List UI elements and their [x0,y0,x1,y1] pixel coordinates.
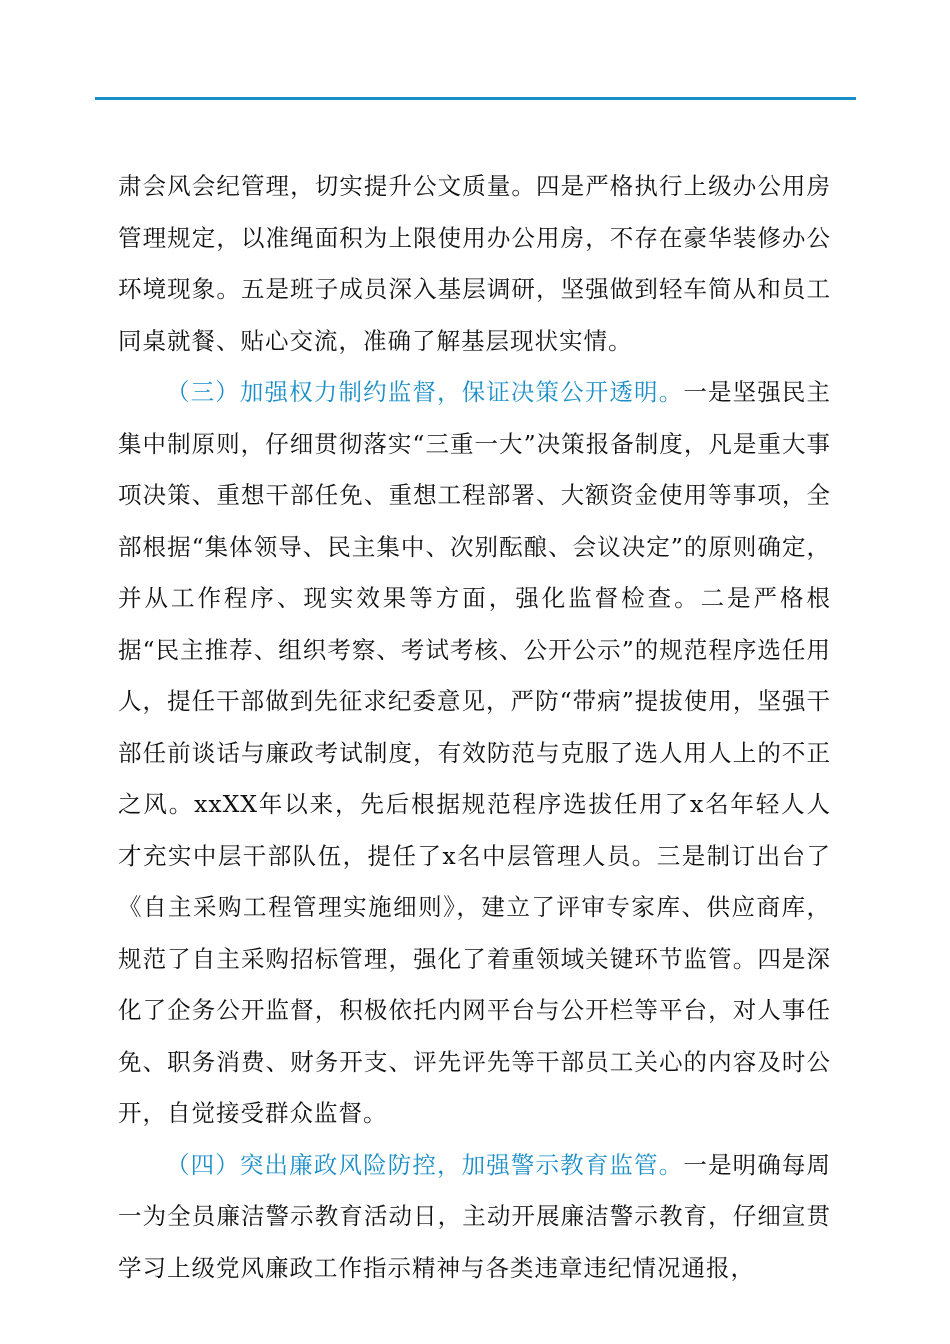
paragraph-section-3 [118,367,831,1140]
paragraph-text: 一是坚强民主集中制原则，仔细贯彻落实“三重一大”决策报备制度，凡是重大事项决策、重想干部任免、重想工程部署、大额资金使用等事项，全部根据“集体领导、民主集中、次别酝酿、会议决定”的原则确定，并从工作程序、现实效果等方面，强化监督检查。二是严格根据“民主推荐、组织考察、考试考核、公开公示”的规范程序选任用人，提任干部做到先征求纪委意见，严防“带病”提拔使用，坚强干部任前谈话与廉政考试制度，有效防范与克服了选人用人上的不正之风。xxXX年以来，先后根据规范程序选拔任用了x名年轻人人才充实中层干部队伍，提任了x名中层管理人员。三是制订出台了《自主采购工程管理实施细则》，建立了评审专家库、供应商库，规范了自主采购招标管理，强化了着重领域关键环节监管。四是深化了企务公开监督，积极依托内网平台与公开栏等平台，对人事任免、职务消费、财务开支、评先评先等干部员工关心的内容及时公开，自觉接受群众监督。 [118,378,832,1127]
paragraph-text: 肃会风会纪管理，切实提升公文质量。四是严格执行上级办公用房管理规定，以准绳面积为上限使用办公用房，不存在豪华装修办公环境现象。五是班子成员深入基层调研，坚强做到轻车简从和员工同桌就餐、贴心交流，准确了解基层现状实情。 [118,172,831,355]
paragraph-text: 一是明确每周一为全员廉洁警示教育活动日，主动开展廉洁警示教育，仔细宣贯学习上级党风廉政工作指示精神与各类违章违纪情况通报， [118,1150,832,1282]
section-heading: （四）突出廉政风险防控，加强警示教育监管。 [166,1150,684,1179]
document-body [118,161,831,1294]
paragraph-continuation [118,161,831,367]
paragraph-section-4 [118,1140,831,1295]
header-rule [95,97,856,100]
section-heading: （三）加强权力制约监督，保证决策公开透明。 [166,378,684,406]
